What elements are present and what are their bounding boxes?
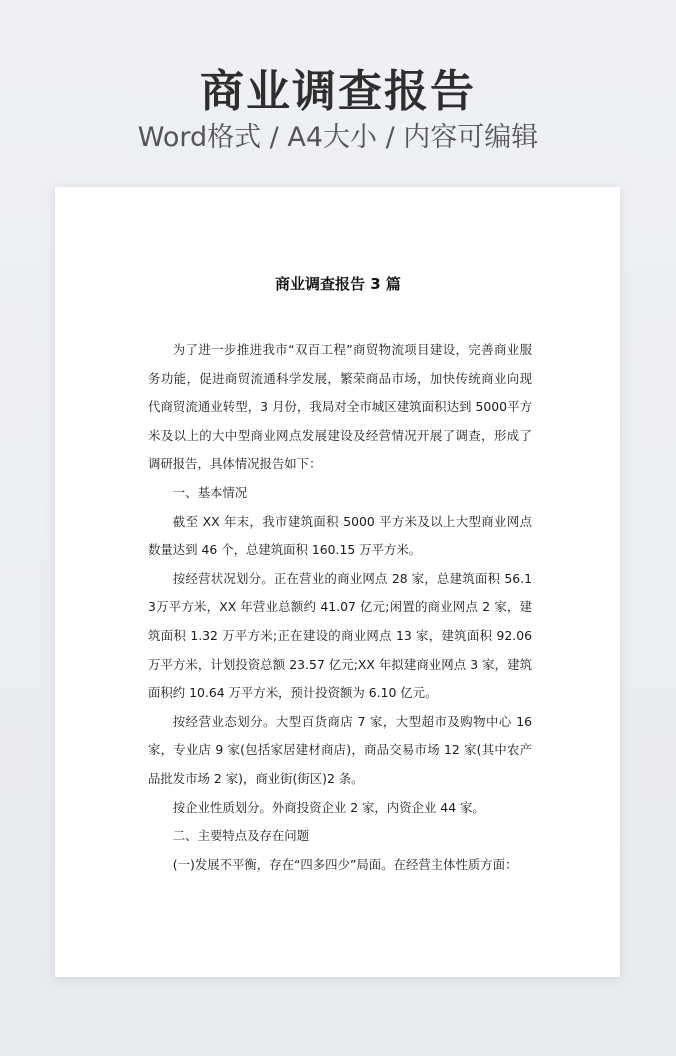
paragraph-imbalance: (一)发展不平衡，存在“四多四少”局面。在经营主体性质方面： xyxy=(172,856,518,872)
document-body xyxy=(148,336,532,879)
paragraph-intro: 为了进一步推进我市“双百工程”商贸物流项目建设，完善商业服务功能，促进商贸流通科学发展，繁荣商品市场，加快传统商业向现代商贸流通业转型，3 月份，我局对全市城区建筑面积达到 5000平方米及以上的大中型商业网点发展建设及经营情况开展了调查，形成了调研报告，具体情况报告如下： xyxy=(148,342,532,472)
document-title: 商业调查报告 3 篇 xyxy=(275,275,401,293)
heading-features-problems: 二、主要特点及存在问题 xyxy=(172,828,310,844)
banner-title: 商业调查报告 xyxy=(200,66,476,117)
paragraph-by-status: 按经营状况划分。正在营业的商业网点 28 家，总建筑面积 56.13万平方米，XX 年营业总额约 41.07 亿元;闲置的商业网点 2 家，建筑面积 1.32 万平方米;正在建设的商业网点 13 家，建筑面积 92.06 万平方米，计划投资总额 23.57 亿元;XX 年拟建商业网点 3 家，建筑面积约 10.64 万平方米，预计投资额为 6.10 亿元。 xyxy=(148,570,532,701)
paragraph-overview: 截至 XX 年末，我市建筑面积 5000 平方米及以上大型商业网点数量达到 46 个，总建筑面积 160.15 万平方米。 xyxy=(148,513,532,558)
heading-basic-situation: 一、基本情况 xyxy=(172,484,248,500)
banner-subtitle: Word格式 / A4大小 / 内容可编辑 xyxy=(137,122,539,153)
paragraph-by-ownership: 按企业性质划分。外商投资企业 2 家，内资企业 44 家。 xyxy=(172,799,485,815)
paragraph-by-format: 按经营业态划分。大型百货商店 7 家，大型超市及购物中心 16家，专业店 9 家(包括家居建材商店)，商品交易市场 12 家(其中农产品批发市场 2 家)，商业街(街区)2 条。 xyxy=(148,713,532,786)
